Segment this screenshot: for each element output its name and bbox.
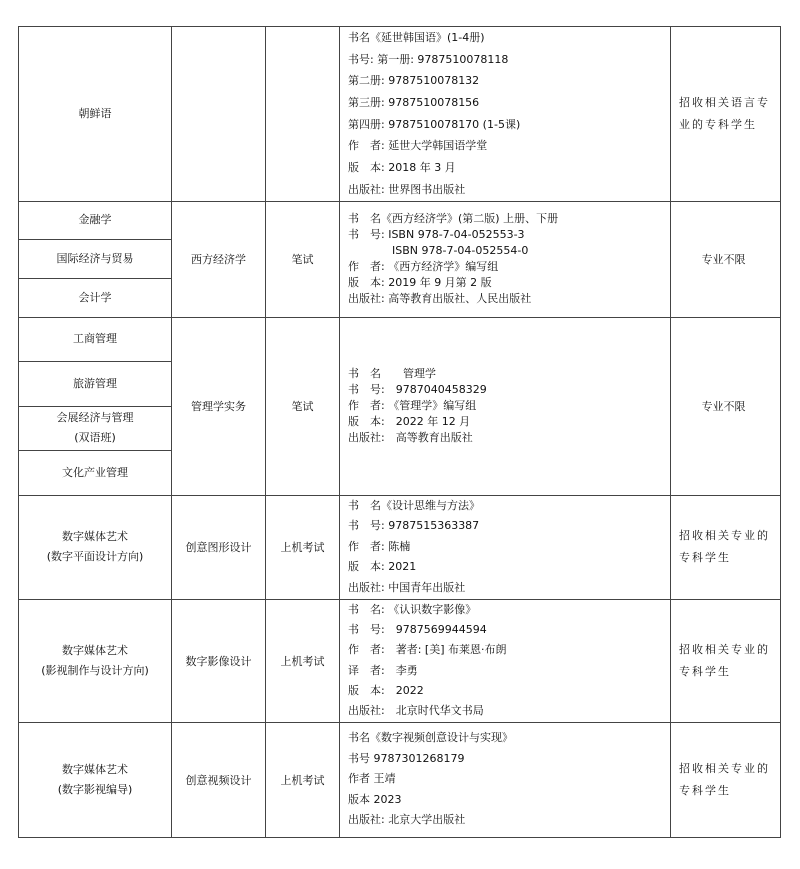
exam-type-cell: 笔试 xyxy=(266,201,340,317)
book-line: 书 号: 9787040458329 xyxy=(348,383,487,396)
major-cell xyxy=(19,495,172,599)
major-cell xyxy=(19,599,172,722)
book-line: 版 本: 2022 年 12 月 xyxy=(348,415,471,428)
major-cell xyxy=(19,722,172,837)
subject-cell: 管理学实务 xyxy=(172,317,266,495)
requirement-text: 专业不限 xyxy=(701,253,746,266)
requirement-text: 招收相关专业的专科学生 xyxy=(679,761,770,797)
major-name: 工商管理 xyxy=(73,332,117,345)
book-line: 书 名《西方经济学》(第二版) 上册、下册 xyxy=(348,212,559,225)
book-line: 作 者: 延世大学韩国语学堂 xyxy=(348,139,488,153)
exam-type-cell: 上机考试 xyxy=(266,599,340,722)
major-note: (双语班) xyxy=(74,431,116,444)
major-cell xyxy=(19,361,172,406)
major-name: 数字媒体艺术 xyxy=(62,643,128,657)
book-line: 书 号: ISBN 978-7-04-052553-3 xyxy=(348,228,525,241)
book-line: 书名《延世韩国语》(1-4册) xyxy=(348,31,485,44)
book-line: 出版社: 高等教育出版社 xyxy=(348,431,473,444)
exam-type-cell xyxy=(266,27,340,202)
book-line: 作 者: 陈楠 xyxy=(348,539,411,553)
major-name: 文化产业管理 xyxy=(62,465,128,479)
table-row xyxy=(19,27,781,202)
major-name: 旅游管理 xyxy=(73,376,117,390)
table-row xyxy=(19,317,781,361)
requirement-text: 招收相关专业的专科学生 xyxy=(679,529,770,564)
requirement-text: 专业不限 xyxy=(701,400,746,413)
book-line: 出版社: 高等教育出版社、人民出版社 xyxy=(348,292,532,305)
subject-cell xyxy=(172,27,266,202)
book-line: 书 号: 9787515363387 xyxy=(348,519,480,533)
major-cell xyxy=(19,278,172,317)
book-line: 版 本: 2018 年 3 月 xyxy=(348,161,456,175)
requirement-cell xyxy=(671,722,781,837)
major-name: 国际经济与贸易 xyxy=(56,251,134,265)
major-direction: (数字影视编导) xyxy=(57,782,133,796)
requirement-text: 招收相关语言专业的专科学生 xyxy=(679,95,770,131)
major-name: 会展经济与管理 xyxy=(56,411,134,424)
exam-type-cell: 笔试 xyxy=(266,317,340,495)
book-line: 出版社: 北京大学出版社 xyxy=(348,813,466,827)
subject-cell: 创意图形设计 xyxy=(172,495,266,599)
exam-book-table xyxy=(18,26,781,838)
book-line: 书 号: 9787569944594 xyxy=(348,622,487,636)
book-line: 作 者: 《西方经济学》编写组 xyxy=(348,260,499,273)
requirement-text: 招收相关专业的专科学生 xyxy=(679,642,770,678)
book-info-cell xyxy=(340,599,671,722)
book-line: 版本 2023 xyxy=(348,792,402,806)
book-line: 出版社: 世界图书出版社 xyxy=(348,182,466,196)
book-line: 书名《数字视频创意设计与实现》 xyxy=(348,731,513,745)
major-name: 数字媒体艺术 xyxy=(62,762,128,776)
book-line: 作 者: 《管理学》编写组 xyxy=(348,399,477,412)
book-line: 版 本: 2021 xyxy=(348,560,417,574)
book-info-cell xyxy=(340,201,671,317)
table-row xyxy=(19,495,781,599)
table-row xyxy=(19,722,781,837)
book-info-cell xyxy=(340,722,671,837)
book-line: 书号: 第一册: 9787510078118 xyxy=(348,52,509,66)
major-name: 朝鲜语 xyxy=(78,106,112,120)
book-line: 译 者: 李勇 xyxy=(348,663,418,677)
major-cell xyxy=(19,406,172,450)
book-line: 第四册: 9787510078170 (1-5课) xyxy=(348,117,521,131)
major-name: 会计学 xyxy=(78,290,112,304)
book-line: 出版社: 北京时代华文书局 xyxy=(348,704,484,718)
requirement-cell xyxy=(671,27,781,202)
book-line: 出版社: 中国青年出版社 xyxy=(348,580,466,594)
book-line: 第二册: 9787510078132 xyxy=(348,74,480,88)
book-info-cell xyxy=(340,495,671,599)
requirement-cell xyxy=(671,599,781,722)
book-line: 作者 王靖 xyxy=(348,772,396,786)
book-info-cell xyxy=(340,27,671,202)
requirement-cell xyxy=(671,495,781,599)
book-line: 书号 9787301268179 xyxy=(348,751,465,765)
major-cell xyxy=(19,27,172,202)
major-cell xyxy=(19,201,172,239)
major-cell xyxy=(19,450,172,495)
major-name: 金融学 xyxy=(78,213,112,226)
requirement-cell xyxy=(671,201,781,317)
major-name: 数字媒体艺术 xyxy=(62,530,128,543)
requirement-cell xyxy=(671,317,781,495)
major-cell xyxy=(19,239,172,278)
exam-type-cell: 上机考试 xyxy=(266,495,340,599)
book-line: 版 本: 2022 xyxy=(348,683,424,697)
book-line: 书 名《设计思维与方法》 xyxy=(348,498,480,512)
subject-cell: 数字影像设计 xyxy=(172,599,266,722)
book-info-cell xyxy=(340,317,671,495)
table-row xyxy=(19,599,781,722)
book-line: 第三册: 9787510078156 xyxy=(348,96,480,110)
book-line: ISBN 978-7-04-052554-0 xyxy=(348,244,529,257)
subject-cell: 创意视频设计 xyxy=(172,722,266,837)
major-direction: (影视制作与设计方向) xyxy=(41,663,149,677)
table-row xyxy=(19,201,781,239)
book-line: 版 本: 2019 年 9 月第 2 版 xyxy=(348,276,492,289)
book-line: 书 名 管理学 xyxy=(348,367,436,380)
exam-type-cell: 上机考试 xyxy=(266,722,340,837)
subject-cell: 西方经济学 xyxy=(172,201,266,317)
major-cell xyxy=(19,317,172,361)
book-line: 作 者: 著者: [美] 布莱恩·布朗 xyxy=(348,643,507,657)
book-line: 书 名: 《认识数字影像》 xyxy=(348,602,477,616)
major-direction: (数字平面设计方向) xyxy=(46,550,144,563)
